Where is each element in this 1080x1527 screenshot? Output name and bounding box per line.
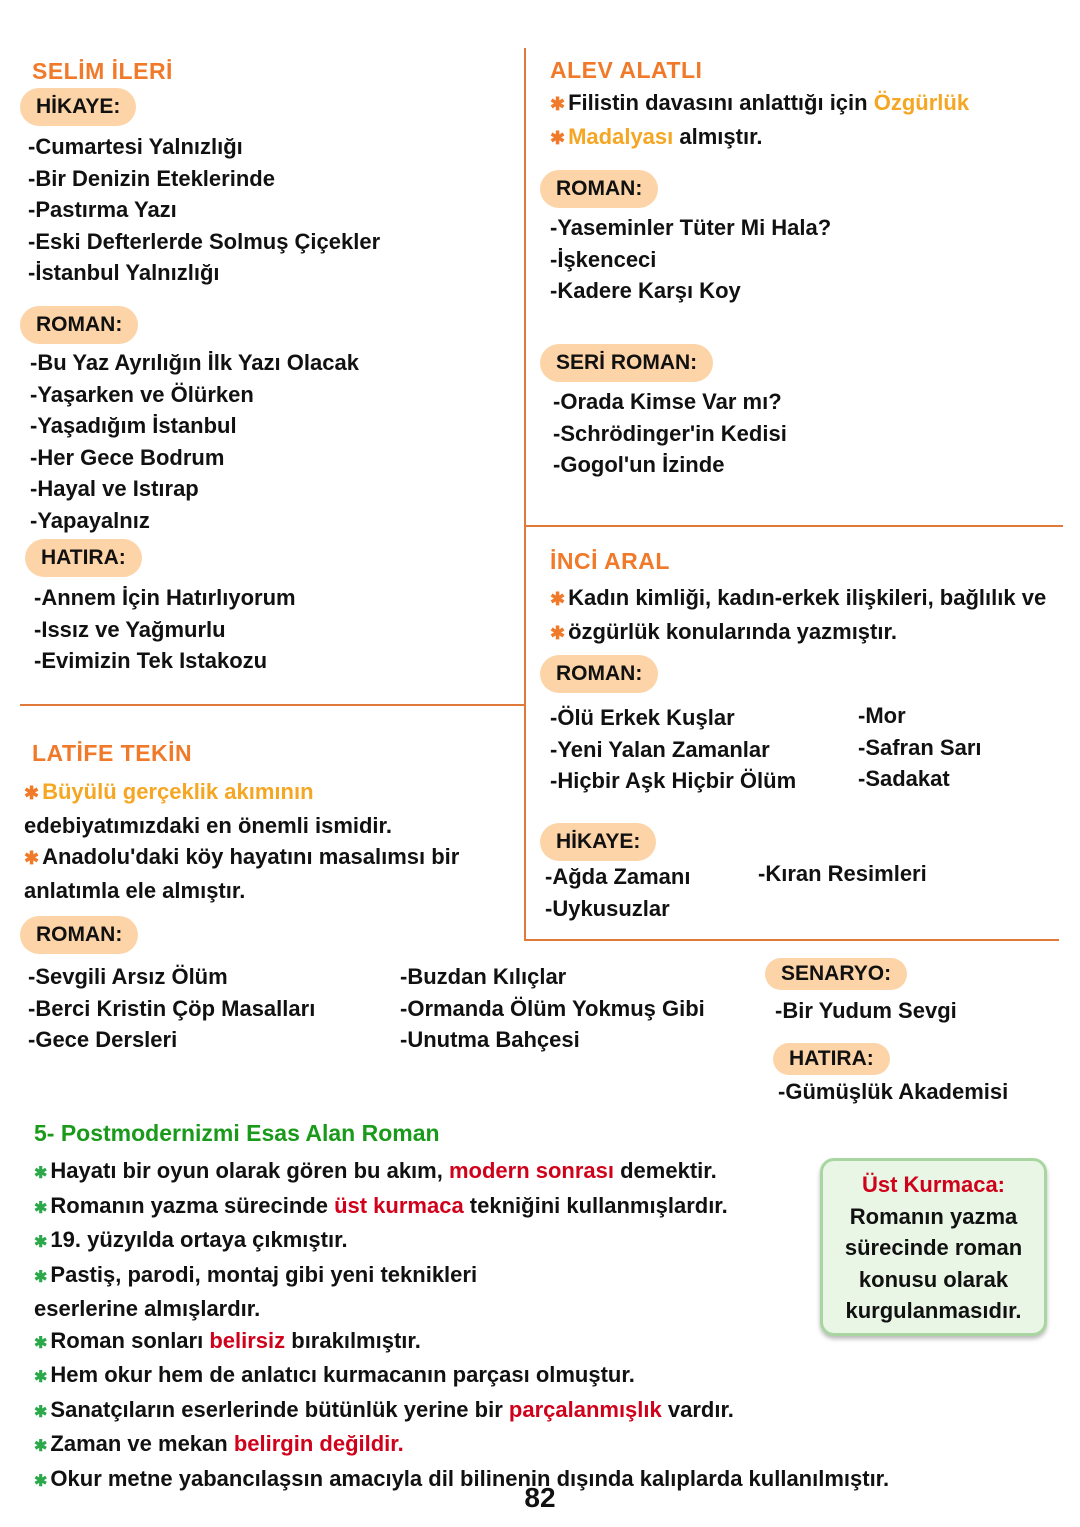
- section-title-postmodern: 5- Postmodernizmi Esas Alan Roman: [34, 1120, 440, 1146]
- list-item: -Her Gece Bodrum: [30, 444, 225, 470]
- text-line: [34, 1325, 889, 1360]
- list-item: -Yaşadığım İstanbul: [30, 413, 237, 438]
- inci-info: [550, 582, 1046, 649]
- text-segment: 19. yüzyılda ortaya çıkmıştır.: [50, 1227, 348, 1252]
- list-item: -Kıran Resimleri: [758, 861, 927, 886]
- text-line: [24, 875, 459, 907]
- list-item: -Bir Yudum Sevgi: [775, 998, 957, 1023]
- latife-roman-col1: [28, 961, 315, 1056]
- text-line: [34, 1293, 889, 1325]
- text-segment: Sanatçıların eserlerinde bütünlük yerine bir: [50, 1396, 509, 1422]
- text-line: [34, 1359, 889, 1394]
- list-item: -Hayal ve Istırap: [30, 476, 199, 501]
- definition-title: Üst Kurmaca:: [861, 1172, 1006, 1197]
- text-line: [34, 1394, 889, 1429]
- bullet-star-icon: ✱: [550, 94, 566, 114]
- label-roman: ROMAN:: [540, 170, 658, 208]
- list-item: -Safran Sarı: [858, 734, 982, 760]
- list-item: -Orada Kimse Var mı?: [553, 389, 782, 414]
- definition-line: konusu olarak: [858, 1266, 1009, 1292]
- text-line: [550, 121, 969, 155]
- latife-roman-col2: [400, 961, 705, 1056]
- divider-right-bottom: [525, 939, 1059, 941]
- list-item: -Bir Denizin Eteklerinde: [28, 165, 275, 191]
- label-roman: ROMAN:: [540, 655, 658, 693]
- text-segment: vardır.: [661, 1396, 734, 1422]
- text-line: [34, 1190, 889, 1225]
- highlighted-text: parçalanmışlık: [508, 1396, 662, 1422]
- text-line: [34, 1259, 889, 1294]
- list-item: -Berci Kristin Çöp Masalları: [28, 995, 316, 1021]
- text-segment: tekniğini kullanmışlardır.: [463, 1192, 728, 1218]
- text-segment: Filistin davasını anlattığı için: [568, 90, 874, 115]
- author-selim-ileri: SELİM İLERİ: [32, 58, 173, 84]
- highlighted-text: Büyülü gerçeklik akımının: [42, 779, 314, 804]
- label-hatira: HATIRA:: [773, 1043, 890, 1075]
- text-segment: Kadın kimliği, kadın-erkek ilişkileri, bağlılık ve: [568, 585, 1047, 610]
- bullet-star-icon: ✱: [24, 783, 40, 803]
- text-line: [24, 810, 459, 842]
- text-line: [34, 1428, 889, 1463]
- text-segment: Okur metne yabancılaşsın amacıyla dil bilinenin dışında kalıplarda kullanılmıştır.: [50, 1465, 890, 1491]
- label-hatira: HATIRA:: [25, 539, 142, 577]
- author-alev-alatli: ALEV ALATLI: [550, 57, 703, 83]
- latife-hatira-list: [778, 1076, 1008, 1108]
- highlighted-text: modern sonrası: [448, 1158, 614, 1183]
- alev-info: [550, 87, 969, 154]
- label-roman: ROMAN:: [20, 306, 138, 344]
- definition-line: sürecinde roman: [844, 1235, 1023, 1260]
- list-item: -Ağda Zamanı: [545, 864, 691, 889]
- text-segment: almıştır.: [673, 123, 763, 149]
- text-line: [550, 87, 969, 121]
- list-item: -Gogol'un İzinde: [553, 452, 725, 477]
- list-item: -Issız ve Yağmurlu: [34, 616, 226, 642]
- list-item: -Pastırma Yazı: [28, 197, 177, 222]
- author-inci-aral: İNCİ ARAL: [550, 548, 670, 574]
- inci-hikaye-col2: [758, 858, 927, 890]
- bullet-star-icon: ✱: [34, 1472, 48, 1490]
- text-segment: eserlerine almışlardır.: [34, 1296, 261, 1321]
- text-segment: Hayatı bir oyun olarak gören bu akım,: [50, 1158, 449, 1183]
- highlighted-text: belirgin değildir.: [233, 1431, 404, 1456]
- text-segment: Roman sonları: [50, 1327, 210, 1353]
- list-item: -Hiçbir Aşk Hiçbir Ölüm: [550, 768, 797, 793]
- text-segment: demektir.: [614, 1158, 717, 1183]
- list-item: -Yeni Yalan Zamanlar: [550, 736, 770, 762]
- bullet-star-icon: ✱: [34, 1403, 48, 1421]
- list-item: -Mor: [858, 703, 906, 728]
- bullet-star-icon: ✱: [34, 1334, 48, 1352]
- list-item: -İstanbul Yalnızlığı: [28, 260, 220, 285]
- list-item: -Gece Dersleri: [28, 1027, 178, 1052]
- list-item: -Ormanda Ölüm Yokmuş Gibi: [400, 995, 705, 1021]
- definition-box: [820, 1158, 1047, 1336]
- selim-hatira-list: [34, 582, 296, 677]
- list-item: -Schrödinger'in Kedisi: [553, 420, 787, 446]
- text-segment: edebiyatımızdaki en önemli ismidir.: [24, 812, 393, 838]
- bullet-star-icon: ✱: [34, 1268, 48, 1286]
- text-line: [550, 616, 1046, 650]
- text-line: [24, 841, 459, 875]
- list-item: -Eski Defterlerde Solmuş Çiçekler: [28, 228, 381, 254]
- list-item: -Evimizin Tek Istakozu: [34, 648, 268, 673]
- text-segment: özgürlük konularında yazmıştır.: [568, 618, 897, 644]
- bullet-star-icon: ✱: [34, 1234, 48, 1251]
- text-line: [34, 1224, 889, 1259]
- text-segment: bırakılmıştır.: [285, 1327, 421, 1353]
- text-segment: Zaman ve mekan: [50, 1431, 234, 1456]
- bullet-star-icon: ✱: [34, 1438, 48, 1455]
- highlighted-text: belirsiz: [209, 1327, 286, 1353]
- definition-line: kurgulanmasıdır.: [845, 1298, 1022, 1323]
- list-item: -Yaşarken ve Ölürken: [30, 381, 254, 407]
- bullet-star-icon: ✱: [550, 622, 566, 643]
- text-line: [550, 582, 1046, 616]
- bullet-star-icon: ✱: [34, 1369, 48, 1386]
- list-item: -Ölü Erkek Kuşlar: [550, 705, 735, 730]
- postmodern-bullets: [34, 1155, 889, 1497]
- list-item: -Annem İçin Hatırlıyorum: [34, 585, 296, 610]
- inci-roman-col2: [858, 700, 982, 795]
- label-roman: ROMAN:: [20, 916, 138, 954]
- alev-seri-list: [553, 386, 787, 481]
- bullet-star-icon: ✱: [24, 848, 40, 868]
- list-item: -Kadere Karşı Koy: [550, 278, 741, 303]
- page-number: 82: [524, 1482, 556, 1513]
- vertical-divider: [524, 48, 526, 941]
- highlighted-text: üst kurmaca: [334, 1192, 464, 1218]
- text-line: [34, 1155, 889, 1190]
- selim-roman-list: [30, 347, 359, 536]
- latife-senaryo-list: [775, 995, 957, 1027]
- highlighted-text: Özgürlük: [873, 90, 970, 115]
- list-item: -Buzdan Kılıçlar: [400, 964, 567, 989]
- bullet-star-icon: ✱: [550, 127, 566, 148]
- latife-info: [24, 776, 459, 906]
- text-segment: Romanın yazma sürecinde: [50, 1192, 335, 1218]
- inci-hikaye-col1: [545, 861, 690, 924]
- list-item: -Yapayalnız: [30, 507, 150, 533]
- bullet-star-icon: ✱: [34, 1165, 48, 1182]
- list-item: -Uykusuzlar: [545, 895, 670, 921]
- alev-roman-list: [550, 212, 831, 307]
- text-segment: Pastiş, parodi, montaj gibi yeni teknikleri: [50, 1261, 478, 1287]
- list-item: -Bu Yaz Ayrılığın İlk Yazı Olacak: [30, 350, 359, 375]
- label-hikaye: HİKAYE:: [540, 823, 656, 861]
- list-item: -İşkenceci: [550, 246, 657, 272]
- list-item: -Cumartesi Yalnızlığı: [28, 134, 243, 159]
- divider-left: [20, 704, 525, 706]
- list-item: -Yaseminler Tüter Mi Hala?: [550, 215, 832, 240]
- definition-line: Romanın yazma: [849, 1203, 1018, 1229]
- text-segment: Hem okur hem de anlatıcı kurmacanın parçası olmuştur.: [50, 1362, 635, 1387]
- label-seri-roman: SERİ ROMAN:: [540, 344, 713, 382]
- bullet-star-icon: ✱: [34, 1199, 48, 1217]
- inci-roman-col1: [550, 702, 796, 797]
- label-hikaye: HİKAYE:: [20, 88, 136, 126]
- bullet-star-icon: ✱: [550, 589, 566, 609]
- list-item: -Gümüşlük Akademisi: [778, 1079, 1009, 1104]
- list-item: -Unutma Bahçesi: [400, 1027, 580, 1052]
- text-segment: anlatımla ele almıştır.: [24, 877, 246, 903]
- text-line: [24, 776, 459, 810]
- divider-right-top: [525, 525, 1063, 527]
- text-segment: Anadolu'daki köy hayatını masalımsı bir: [42, 844, 460, 869]
- label-senaryo: SENARYO:: [765, 958, 907, 990]
- list-item: -Sevgili Arsız Ölüm: [28, 964, 228, 989]
- author-latife-tekin: LATİFE TEKİN: [32, 740, 193, 766]
- list-item: -Sadakat: [858, 766, 950, 791]
- highlighted-text: Madalyası: [568, 123, 674, 149]
- selim-hikaye-list: [28, 131, 380, 289]
